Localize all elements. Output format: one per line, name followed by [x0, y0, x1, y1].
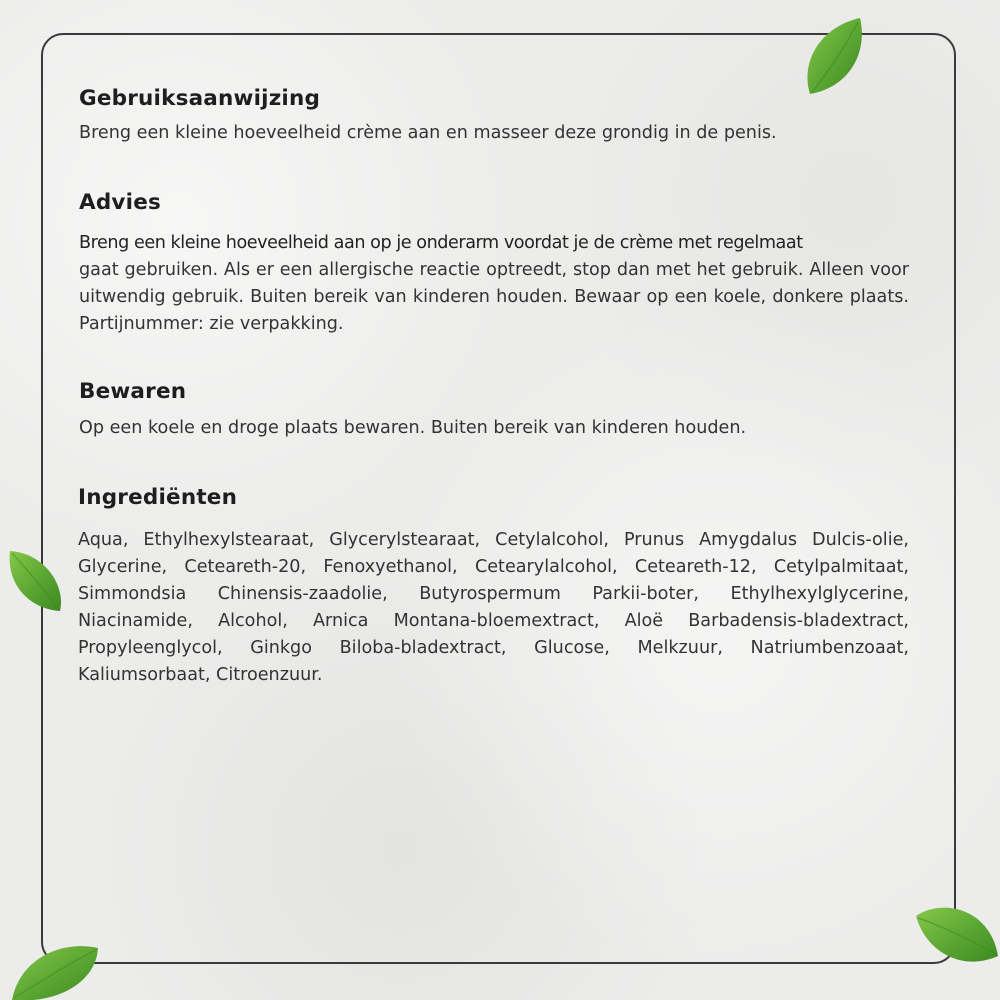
section-gebruiksaanwijzing [79, 84, 909, 147]
section-title: Ingrediënten [78, 485, 238, 510]
section-title: Bewaren [79, 379, 187, 404]
leaf-icon [4, 545, 66, 617]
section-text: Op een koele en droge plaats bewaren. Buiten bereik van kinderen houden. [79, 418, 747, 438]
leaf-icon [6, 938, 102, 1000]
section-text: Breng een kleine hoeveelheid crème aan en masseer deze grondig in de penis. [79, 123, 777, 143]
section-title: Gebruiksaanwijzing [79, 86, 321, 111]
advice-first-line: Breng een kleine hoeveelheid aan op je onderarm voordat je de crème met regelmaat [79, 233, 803, 253]
section-bewaren [79, 377, 909, 442]
ingredients-list: Aqua, Ethylhexylstearaat, Glycerylstearaat, Cetylalcohol, Prunus Amygdalus Dulcis-olie, Glycerine, Ceteareth-20, Fenoxyethanol, Cetearylalcohol, Ceteareth-12, Cetylpalmitaat, Simmondsia Chinensis-zaadolie, Butyrospermum Parkii-boter, Ethylhexylglycerine, Niacinamide, Alcohol, Arnica Montana-bloemextract, Aloë Barbadensis-bladextract, Propyleenglycol, Ginkgo Biloba-bladextract, Glucose, Melkzuur, Natriumbenzoaat, Kaliumsorbaat, Citroenzuur. [78, 530, 909, 685]
advice-text: gaat gebruiken. Als er een allergische reactie optreedt, stop dan met het gebruik. Alleen voor uitwendig gebruik. Buiten bereik van kinderen houden. Bewaar op een koele, donkere plaats. Partijnummer: zie verpakking. [79, 260, 909, 334]
leaf-icon [912, 900, 1000, 972]
section-ingredienten [78, 483, 909, 689]
section-advies [79, 188, 909, 338]
section-text [79, 230, 909, 338]
section-title: Advies [79, 190, 161, 215]
